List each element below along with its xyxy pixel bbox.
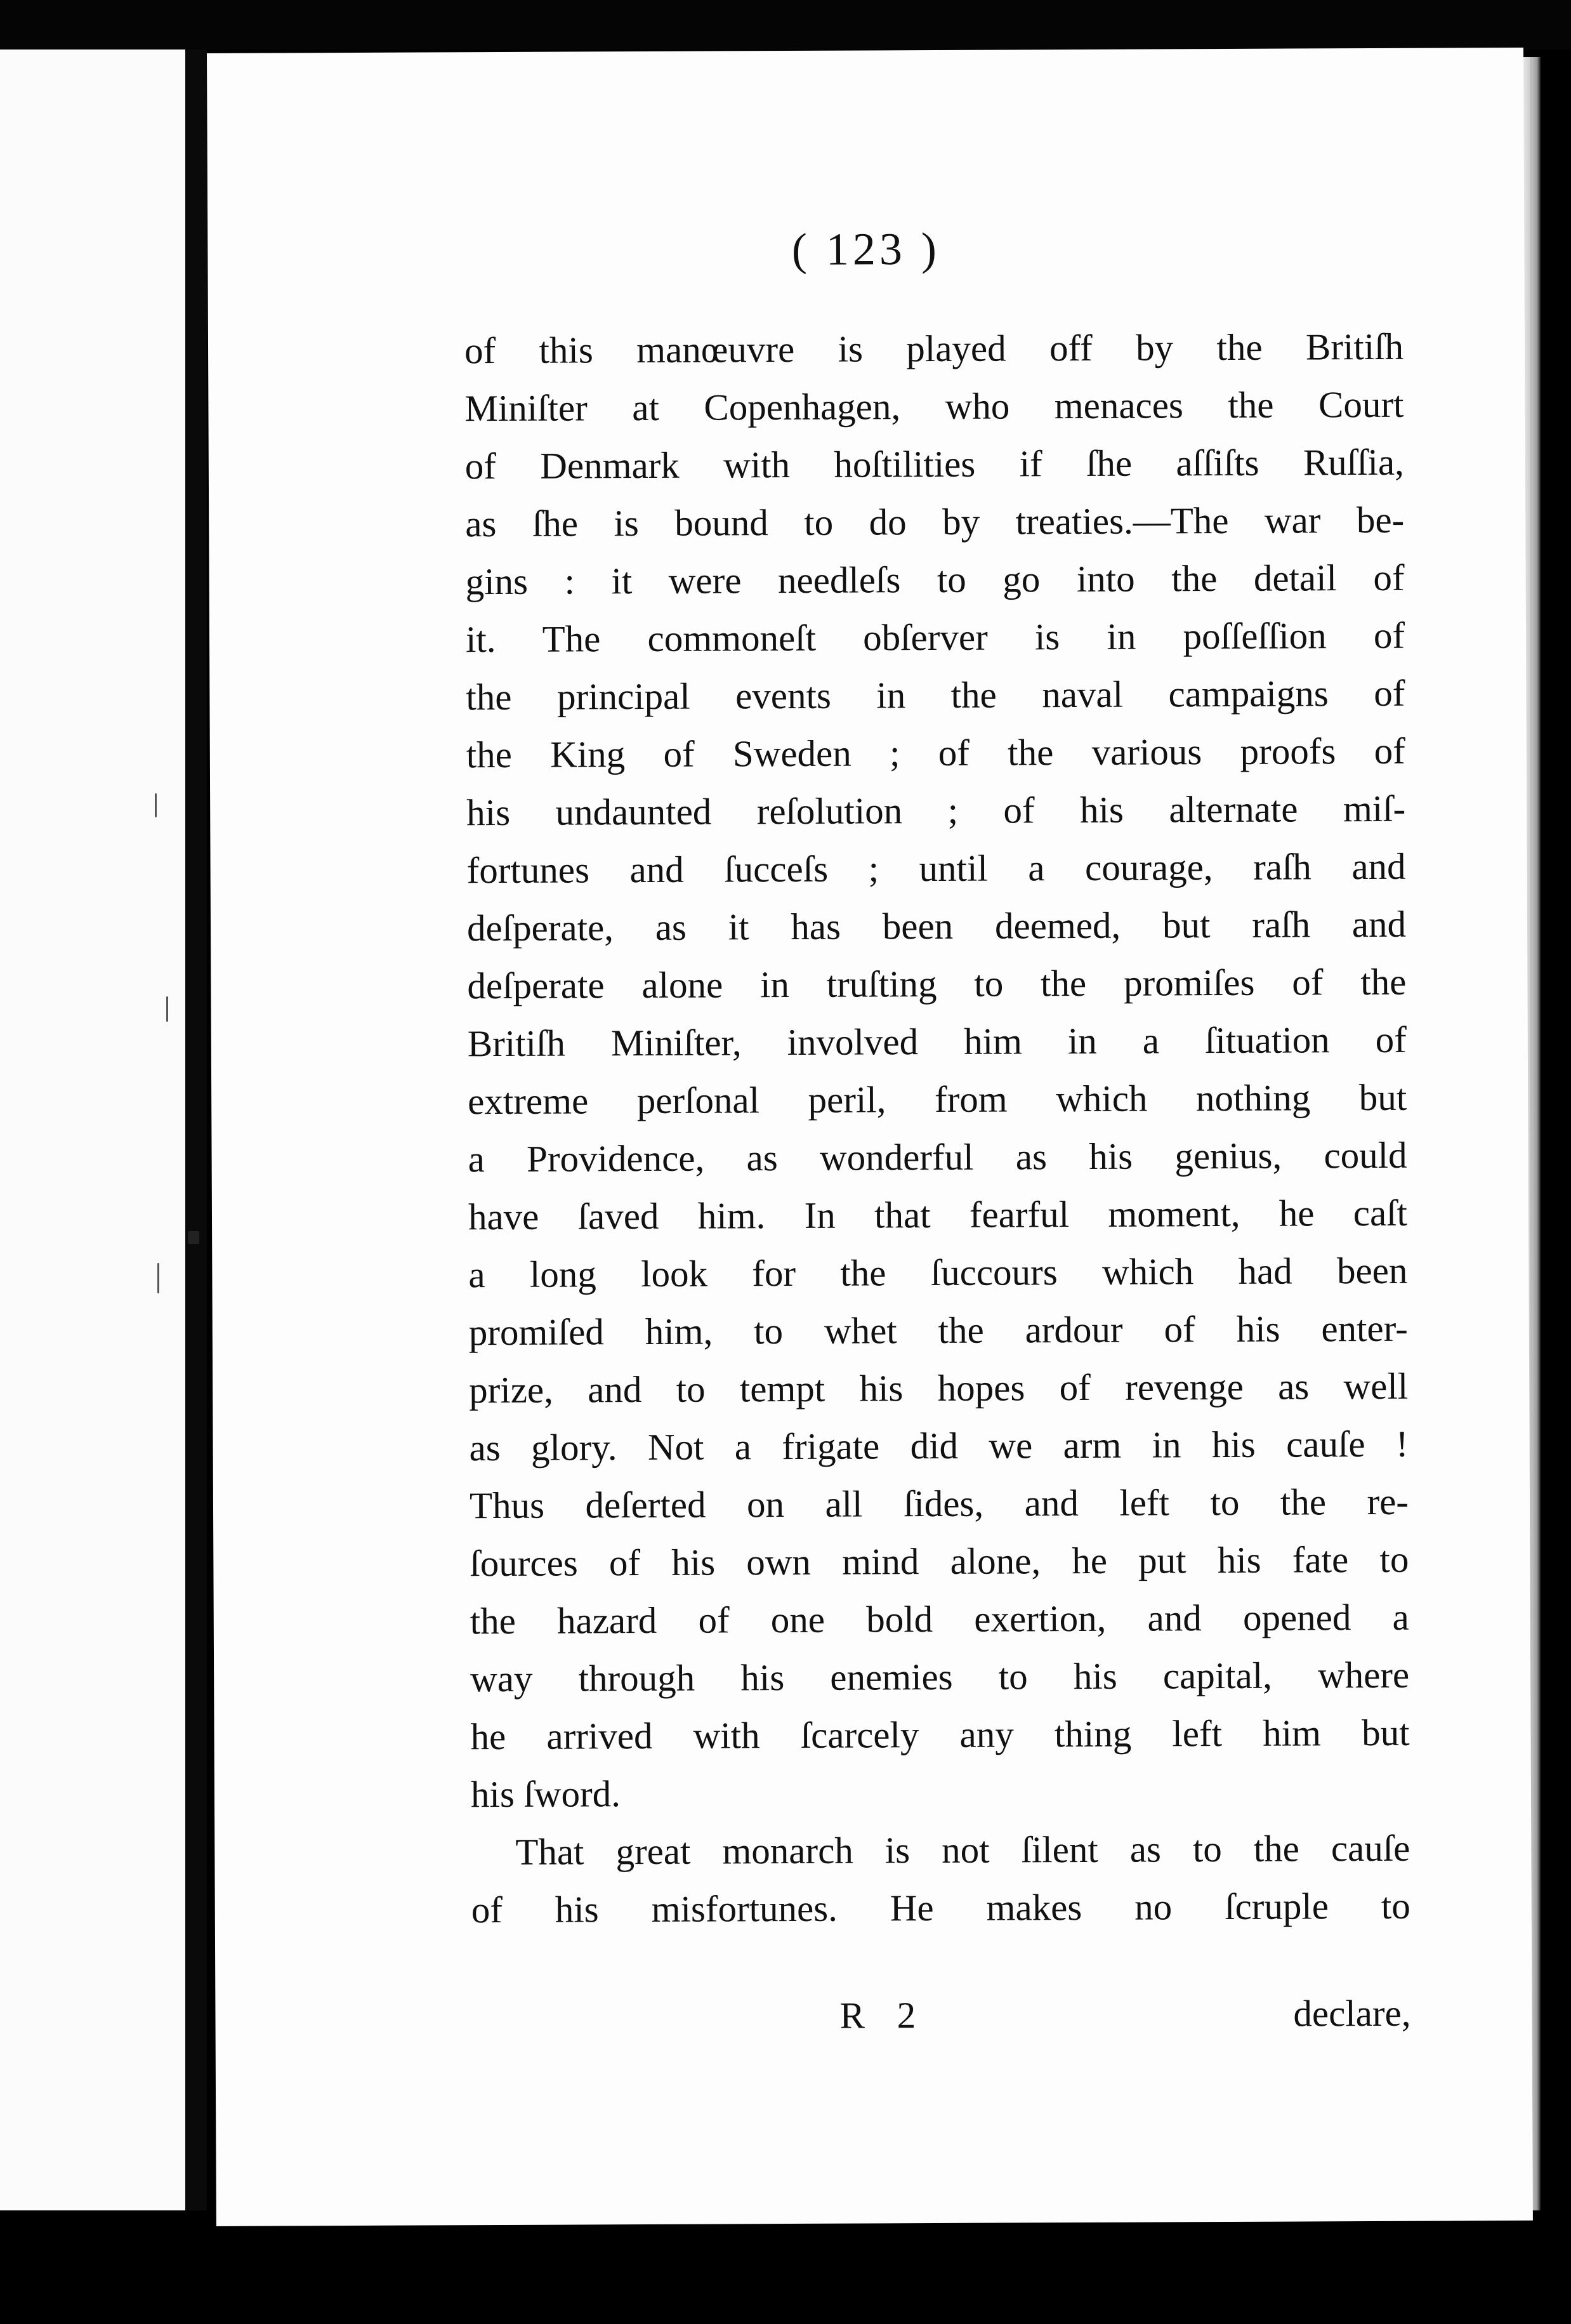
text-line: as ſhe is bound to do by treaties.—The war be- [465,498,1405,545]
text-line: a Providence, as wonderful as his genius, could [468,1133,1407,1180]
signature-mark: R 2 [839,1994,928,2037]
margin-speck [188,1231,199,1244]
catchword: declare, [1293,1991,1411,2035]
margin-speck [155,793,157,817]
text-line: as glory. Not a frigate did we arm in his cauſe ! [469,1422,1409,1469]
text-line: deſperate, as it has been deemed, but raſh and [466,902,1407,949]
text-line: the principal events in the naval campaigns of [466,671,1405,718]
text-line: of Denmark with hoſtilities if ſhe aſſiſts Ruſſia, [464,440,1404,487]
text-line: prize, and to tempt his hopes of revenge as well [469,1364,1409,1411]
text-line: the King of Sweden ; of the various proofs of [466,729,1405,776]
text-line: gins : it were needleſs to go into the detail of [465,556,1405,603]
text-line: deſperate alone in truſting to the promiſes of the [467,960,1407,1007]
text-line: Thus deſerted on all ſides, and left to the re- [469,1480,1409,1527]
text-line: extreme perſonal peril, from which nothing but [468,1076,1407,1123]
text-line: he arrived with ſcarcely any thing left him but [470,1711,1410,1758]
text-line: his ſword. [470,1773,621,1816]
text-line: Miniſter at Copenhagen, who menaces the Court [464,383,1404,430]
text-line: of this manœuvre is played off by the Britiſh [464,325,1404,372]
text-line: his undaunted reſolution ; of his alternate miſ- [466,787,1406,834]
text-line: Britiſh Miniſter, involved him in a ſituation of [467,1018,1407,1065]
text-line: it. The commoneſt obſerver is in poſſeſſion of [465,614,1405,661]
text-line: a long look for the ſuccours which had been [468,1249,1408,1296]
margin-speck [157,1263,159,1293]
book-page [207,48,1533,2226]
body-text [464,318,1410,1939]
page-footer [471,1984,1410,2046]
text-line: have ſaved him. In that fearful moment, he caſt [468,1191,1408,1238]
scan-bottom-border [0,2210,1571,2324]
text-line: ſources of his own mind alone, he put his fate to [470,1538,1409,1585]
text-line: the hazard of one bold exertion, and opened a [470,1595,1409,1642]
book-gutter [185,50,207,2226]
text-line: way through his enemies to his capital, where [470,1653,1410,1700]
facing-page [0,50,185,2210]
margin-speck [166,996,168,1022]
scan-top-border [0,0,1571,50]
paragraph-start-line: That great monarch is not ſilent as to the cauſe [515,1826,1410,1873]
text-line: of his misfortunes. He makes no ſcruple to [471,1884,1410,1931]
text-line: promiſed him, to whet the ardour of his enter- [468,1307,1408,1354]
page-number-header: ( 123 ) [791,223,940,275]
text-line: fortunes and ſucceſs ; until a courage, raſh and [466,845,1406,892]
